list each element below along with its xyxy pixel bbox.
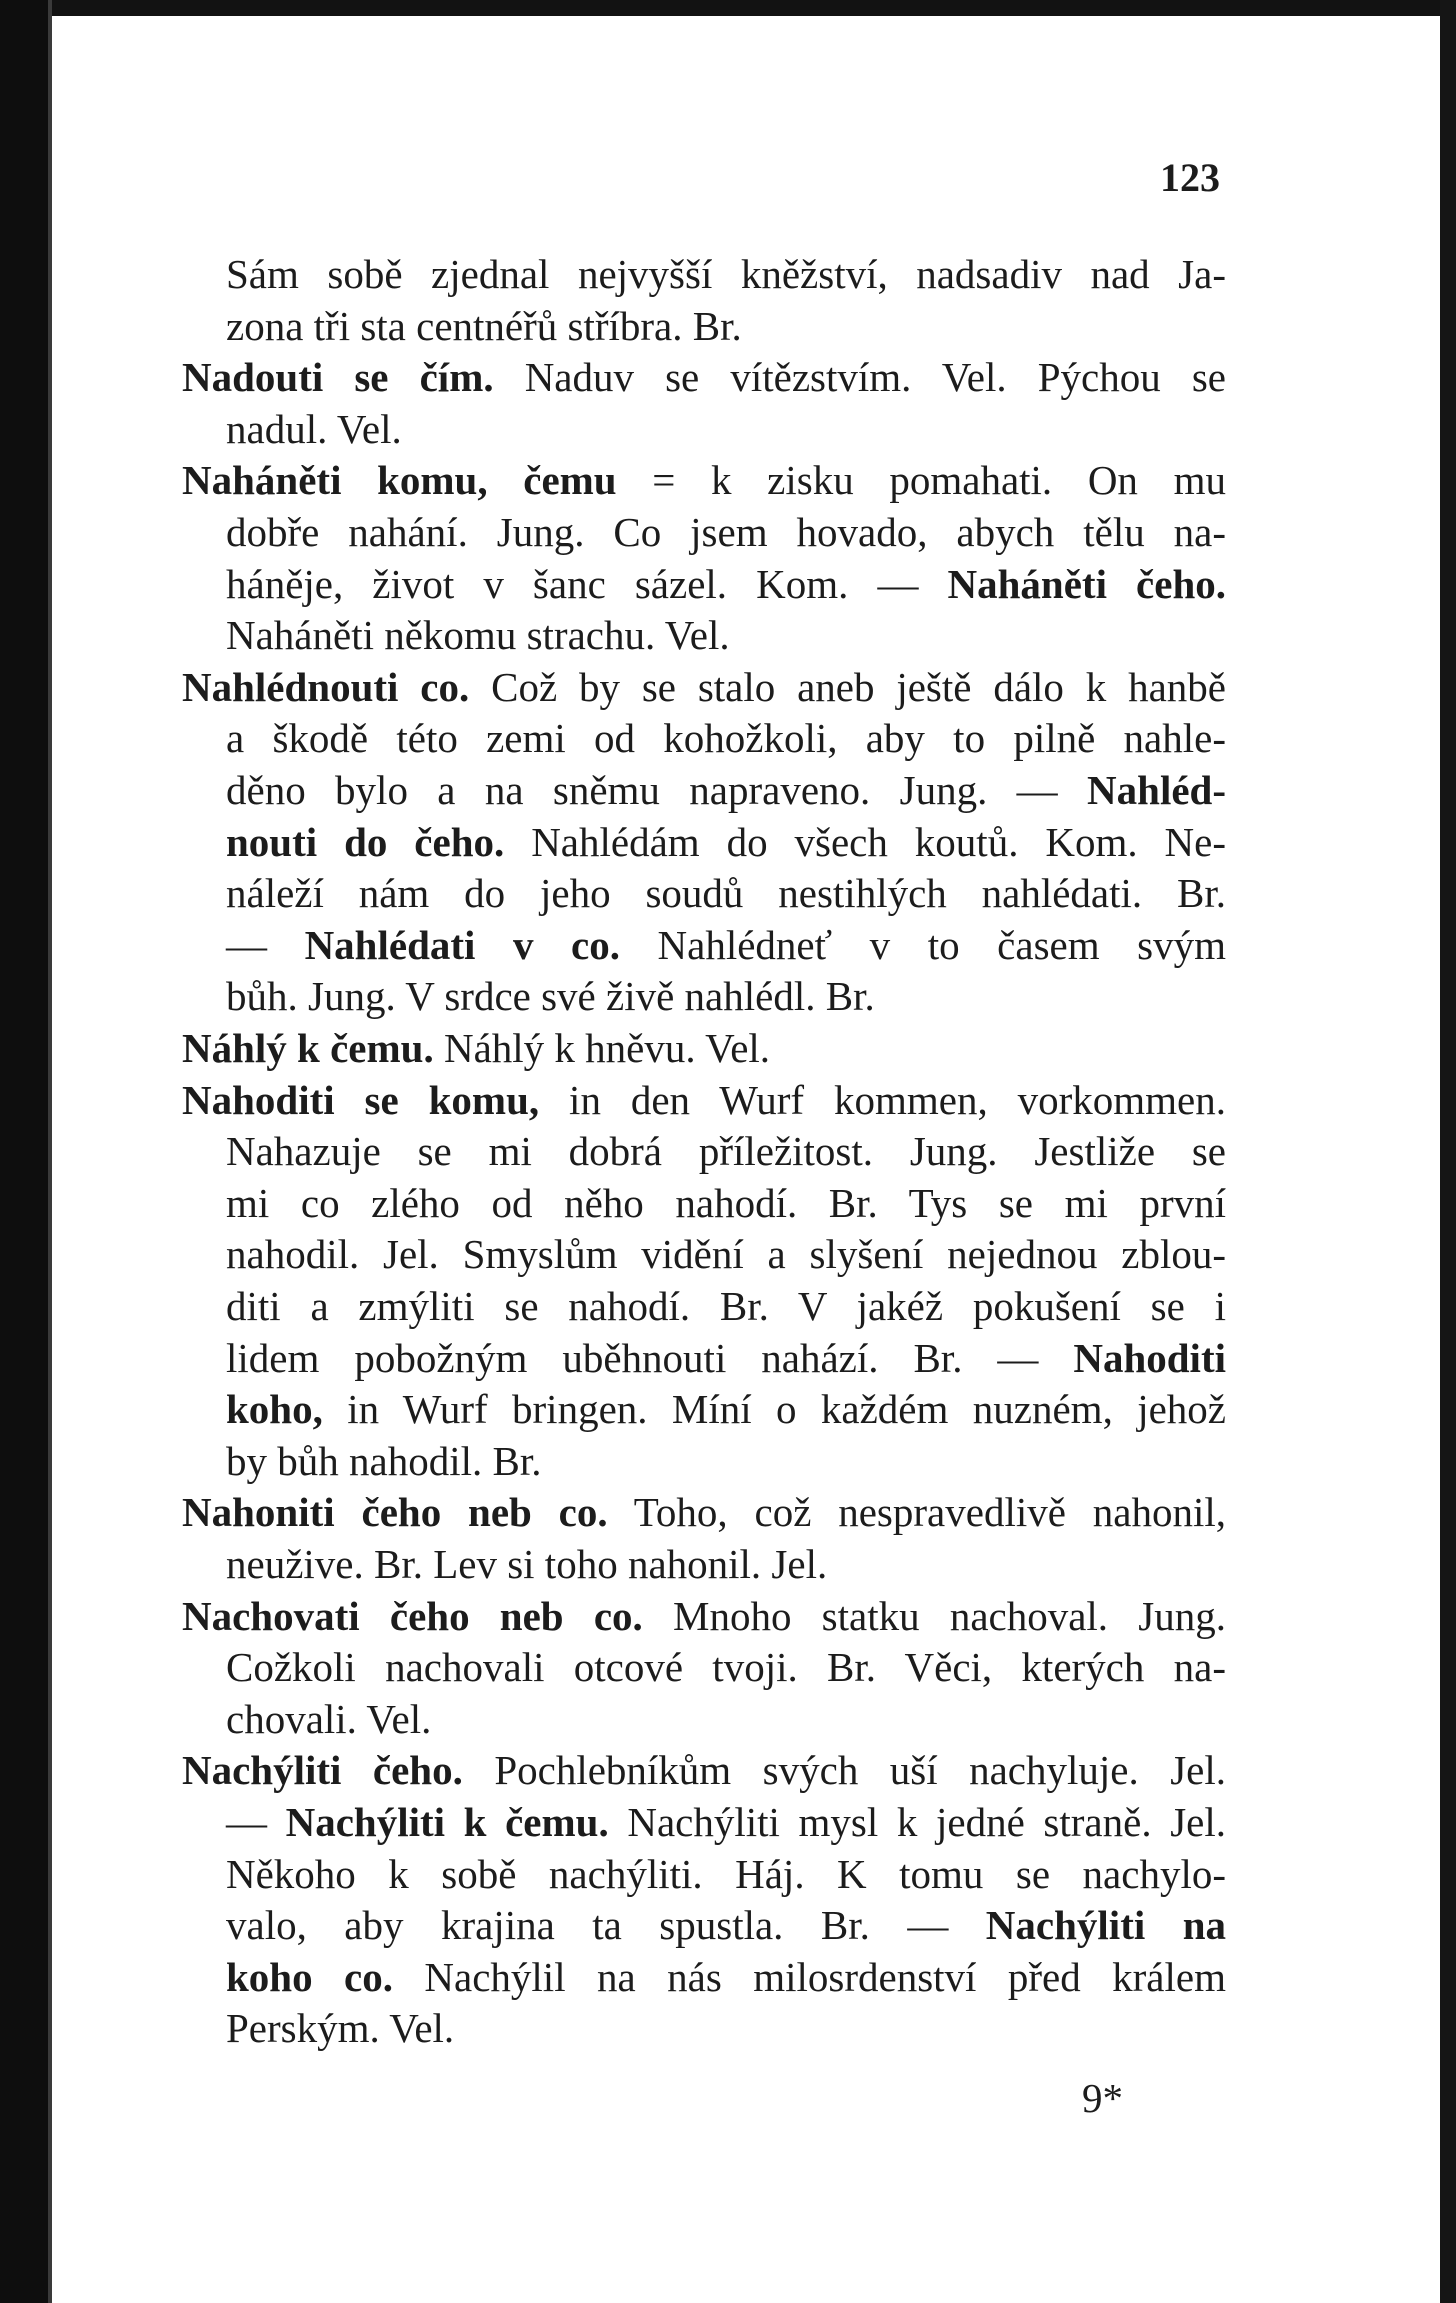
entry-text: dobře nahání. Jung. Co jsem hovado, abych tělu na- <box>226 509 1226 555</box>
entry-headword: koho, <box>226 1386 323 1433</box>
entry-text: bůh. Jung. V srdce své živě nahlédl. Br. <box>226 973 875 1020</box>
entry-text: děno bylo a na sněmu napraveno. Jung. — <box>226 767 1088 813</box>
text-line <box>182 1744 1226 1796</box>
text-line <box>226 1899 1226 1951</box>
text-line <box>182 1074 1226 1126</box>
entry-text: Perským. Vel. <box>226 2005 455 2052</box>
scan-border-right <box>1440 0 1456 2303</box>
entry-text: valo, aby krajina ta spustla. Br. — <box>226 1902 986 1949</box>
text-line <box>226 1332 1226 1384</box>
text-line <box>226 919 1226 971</box>
entry-text: Naháněti někomu strachu. Vel. <box>226 612 730 659</box>
entry-headword: Náhlý k čemu. <box>182 1025 434 1071</box>
entry-text: nadul. Vel. <box>226 405 402 452</box>
entry-headword: Nahlédnouti co. <box>182 663 470 710</box>
entry-headword: Nachovati čeho neb co. <box>182 1592 643 1639</box>
text-line <box>226 1848 1226 1900</box>
page-number: 123 <box>1160 155 1220 200</box>
entry-headword: Naháněti komu, čemu <box>182 457 617 504</box>
text-line <box>226 816 1226 868</box>
entry-text: nahodil. Jel. Smyslům vidění a slyšení nejednou zblou- <box>226 1231 1226 1278</box>
text-line <box>182 1590 1226 1642</box>
entry-text: Naduv se vítězstvím. Vel. Pýchou se <box>493 354 1226 401</box>
entry-text: Náhlý k hněvu. Vel. <box>433 1025 771 1071</box>
text-line <box>226 1125 1226 1177</box>
text-line <box>226 970 875 1022</box>
entry-headword: nouti do čeho. <box>226 818 505 865</box>
entry-text: chovali. Vel. <box>226 1695 432 1742</box>
entry-headword: Nahléd- <box>1087 767 1226 813</box>
text-line <box>226 558 1226 610</box>
entry-text: Nachýlil na nás milosrdenství před králem <box>392 1953 1226 2000</box>
entry-text: diti a zmýliti se nahodí. Br. V jakéž pokušení se i <box>226 1283 1226 1329</box>
scan-border-top <box>0 0 1456 16</box>
entry-text: in den Wurf kommen, vorkommen. <box>539 1076 1227 1123</box>
text-line <box>226 300 742 352</box>
text-line <box>226 609 730 661</box>
entry-text: = k zisku pomahati. On mu <box>616 457 1226 504</box>
entry-headword: Nachýliti k čemu. <box>285 1799 609 1845</box>
entry-text: lidem pobožným uběhnouti nahází. Br. — <box>226 1334 1074 1381</box>
entry-text: in Wurf bringen. Míní o každém nuzném, jehož <box>322 1386 1226 1433</box>
entry-text: náleží nám do jeho soudů nestihlých nahlédati. Br. <box>226 870 1226 917</box>
entry-headword: Nahlédati v co. <box>304 921 620 968</box>
text-line <box>182 1022 770 1074</box>
entry-text: a škodě této zemi od kohožkoli, aby to pilně nahle- <box>226 715 1226 762</box>
entry-text: Což by se stalo aneb ještě dálo k hanbě <box>469 663 1226 710</box>
entry-text: — <box>226 921 305 968</box>
scan-border-left <box>0 0 52 2303</box>
entry-text: Sám sobě zjednal nejvyšší kněžství, nadsadiv nad Ja- <box>226 251 1226 297</box>
entry-headword: Nadouti se čím. <box>182 354 494 401</box>
text-line <box>182 351 1226 403</box>
printer-signature-mark: 9* <box>1082 2075 1123 2121</box>
entry-headword: koho co. <box>226 1953 393 2000</box>
text-line <box>226 506 1226 558</box>
text-line <box>226 1228 1226 1280</box>
entry-headword: Nachýliti na <box>985 1902 1226 1949</box>
entry-text: Někoho k sobě nachýliti. Háj. K tomu se nachylo- <box>226 1850 1226 1897</box>
entry-headword: Nachýliti čeho. <box>182 1747 463 1794</box>
text-line <box>226 1641 1226 1693</box>
entry-headword: Naháněti čeho. <box>947 560 1226 607</box>
entry-text: háněje, život v šanc sázel. Kom. — <box>226 560 948 607</box>
entry-text: mi co zlého od něho nahodí. Br. Tys se mi první <box>226 1179 1226 1226</box>
entry-text: by bůh nahodil. Br. <box>226 1437 542 1484</box>
text-line <box>226 1435 541 1487</box>
text-line <box>226 1383 1226 1435</box>
entry-headword: Nahoniti čeho neb co. <box>182 1489 608 1536</box>
entry-headword: Nahoditi se komu, <box>182 1076 540 1123</box>
text-line <box>226 764 1226 816</box>
entry-text: Nahlédneť v to časem svým <box>619 921 1227 968</box>
text-line <box>182 661 1226 713</box>
text-line <box>226 1693 431 1745</box>
entry-text: Nahazuje se mi dobrá příležitost. Jung. Jestliže se <box>226 1128 1226 1175</box>
text-line <box>182 1486 1226 1538</box>
entry-text: Cožkoli nachovali otcové tvoji. Br. Věci, kterých na- <box>226 1644 1226 1691</box>
entry-text: zona tři sta centnéřů stříbra. Br. <box>226 302 742 349</box>
entry-text: Toho, což nespravedlivě nahonil, <box>607 1489 1226 1536</box>
text-line <box>226 1538 827 1590</box>
text-line <box>226 1177 1226 1229</box>
text-line <box>226 1280 1226 1332</box>
entry-text: Nachýliti mysl k jedné straně. Jel. <box>608 1799 1226 1845</box>
entry-text: Mnoho statku nachoval. Jung. <box>642 1592 1226 1639</box>
text-line <box>226 1796 1226 1848</box>
text-line <box>182 454 1226 506</box>
entry-text: Pochlebníkům svých uší nachyluje. Jel. <box>462 1747 1226 1794</box>
entry-text: — <box>226 1799 286 1845</box>
text-line <box>226 2002 454 2054</box>
text-line <box>226 712 1226 764</box>
text-line <box>226 403 402 455</box>
text-line <box>226 867 1226 919</box>
entry-text: neužive. Br. Lev si toho nahonil. Jel. <box>226 1541 828 1587</box>
entry-headword: Nahoditi <box>1073 1334 1226 1381</box>
entry-text: Nahlédám do všech koutů. Kom. Ne- <box>504 818 1227 865</box>
text-line <box>226 248 1226 300</box>
text-line <box>226 1951 1226 2003</box>
